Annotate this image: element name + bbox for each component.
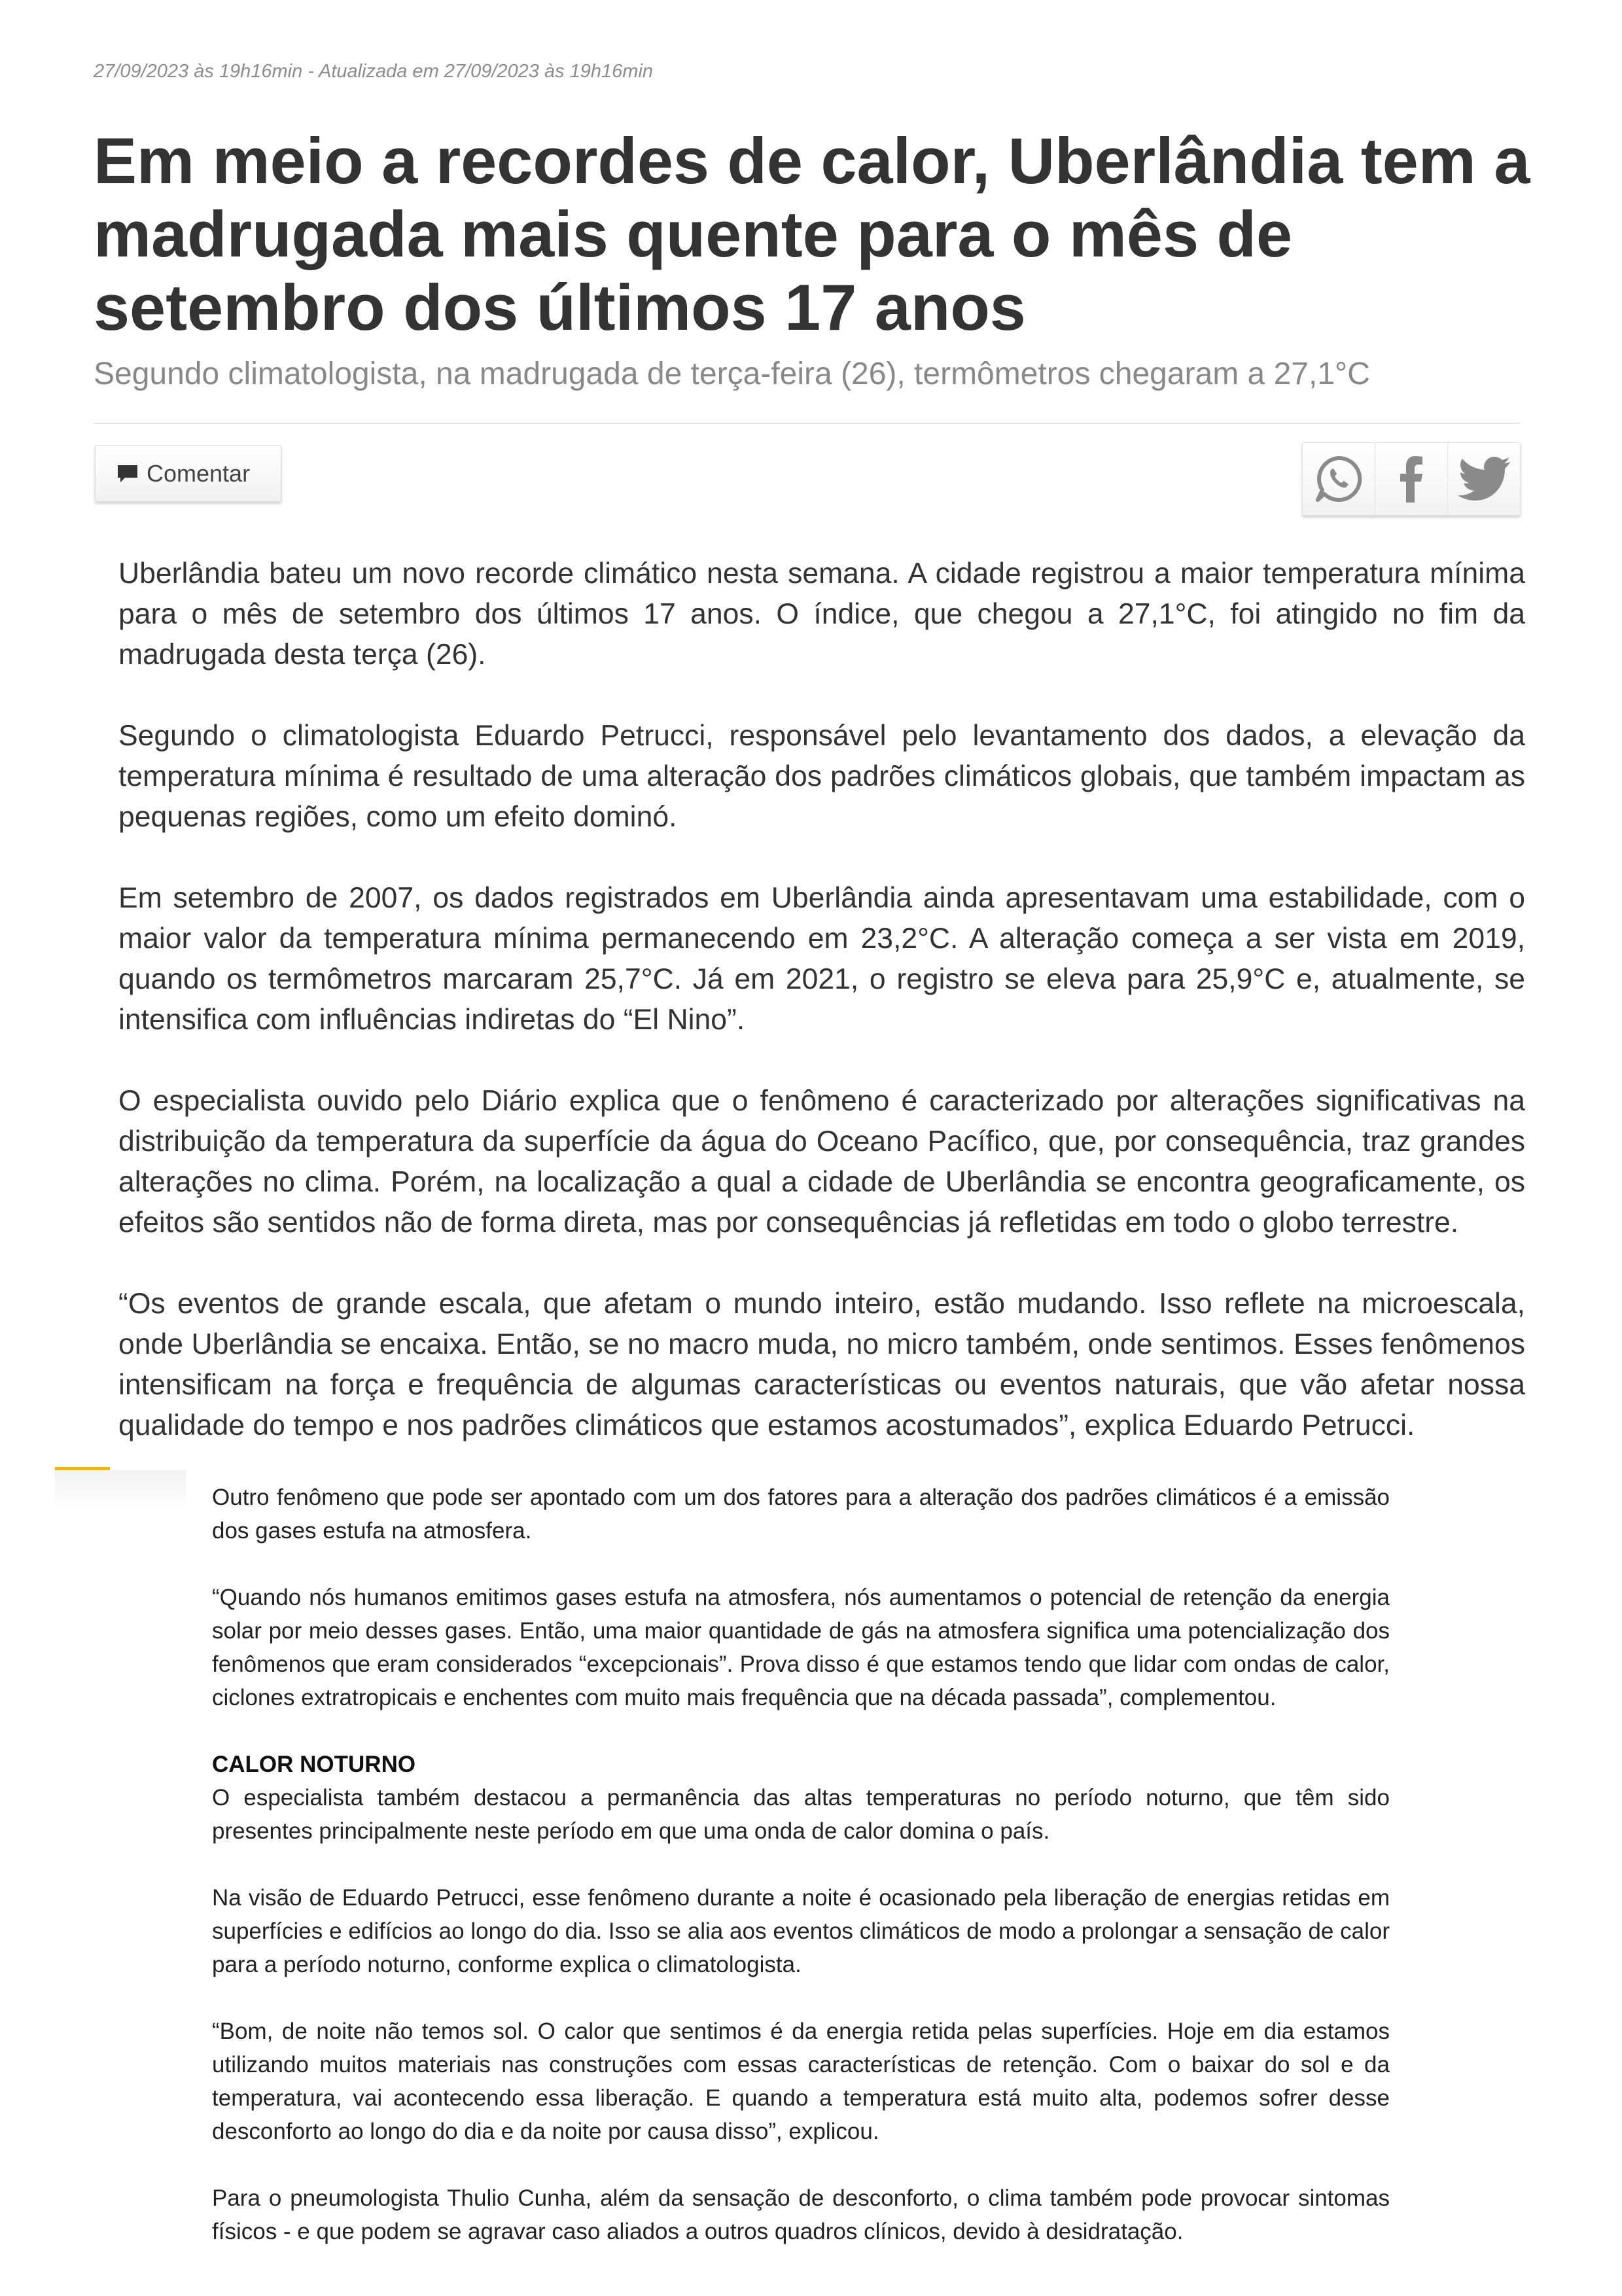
share-facebook-button[interactable] xyxy=(1375,443,1448,515)
continuation-paragraph: O especialista também destacou a permanência das altas temperaturas no período noturno, que têm sido presentes principalmente neste período em que uma onda de calor domina o país. xyxy=(212,1785,1390,1844)
section-heading: CALOR NOTURNO xyxy=(212,1752,416,1777)
share-toolbar xyxy=(1302,442,1521,516)
comment-button[interactable] xyxy=(95,445,281,502)
twitter-icon xyxy=(1456,455,1511,503)
speech-bubble-icon xyxy=(116,464,139,484)
article-paragraph: O especialista ouvido pelo Diário explica que o fenômeno é caracterizado por alterações significativas na distribuição da temperatura da superfície da água do Oceano Pacífico, que, por consequência, traz grandes alterações no clima. Porém, na localização a qual a cidade de Uberlândia se encontra geograficamente, os efeitos são sentidos não de forma direta, mas por consequências já refletidas em todo o globo terrestre. xyxy=(118,1085,1525,1239)
article-paragraph: Em setembro de 2007, os dados registrados em Uberlândia ainda apresentavam uma estabilidade, com o maior valor da temperatura mínima permanecendo em 23,2°C. A alteração começa a ser vista em 2019, quando os termômetros marcaram 25,7°C. Já em 2021, o registro se eleva para 25,9°C e, atualmente, se intensifica com influências indiretas do “El Nino”. xyxy=(118,882,1525,1036)
article-continuation xyxy=(212,1481,1390,2282)
article-paragraph: Uberlândia bateu um novo recorde climático nesta semana. A cidade registrou a maior temperatura mínima para o mês de setembro dos últimos 17 anos. O índice, que chegou a 27,1°C, foi atingido no fim da madrugada desta terça (26). xyxy=(118,557,1525,671)
facebook-icon xyxy=(1395,453,1428,505)
article-body xyxy=(118,554,1525,1487)
article-paragraph: “Os eventos de grande escala, que afetam o mundo inteiro, estão mudando. Isso reflete na microescala, onde Uberlândia se encaixa. Então, se no macro muda, no micro também, onde sentimos. Esses fenômenos intensificam na força e frequência de algumas características ou eventos naturais, que vão afetar nossa qualidade do tempo e nos padrões climáticos que estamos acostumados”, explica Eduardo Petrucci. xyxy=(118,1288,1525,1441)
comment-button-label: Comentar xyxy=(147,459,251,487)
scroll-shadow xyxy=(55,1470,186,1510)
continuation-paragraph: Outro fenômeno que pode ser apontado com um dos fatores para a alteração dos padrões climáticos é a emissão dos gases estufa na atmosfera. xyxy=(212,1485,1390,1544)
article-dateline: 27/09/2023 às 19h16min - Atualizada em 27/09/2023 às 19h16min xyxy=(94,61,654,82)
article-subtitle: Segundo climatologista, na madrugada de terça-feira (26), termômetros chegaram a 27,1°C xyxy=(94,357,1370,391)
article-paragraph: Segundo o climatologista Eduardo Petrucci, responsável pelo levantamento dos dados, a elevação da temperatura mínima é resultado de uma alteração dos padrões climáticos globais, que também impactam as pequenas regiões, como um efeito dominó. xyxy=(118,720,1525,833)
article-headline: Em meio a recordes de calor, Uberlândia tem a madrugada mais quente para o mês de setembro dos últimos 17 anos xyxy=(94,124,1530,344)
whatsapp-icon xyxy=(1313,453,1365,505)
continuation-paragraph: Na visão de Eduardo Petrucci, esse fenômeno durante a noite é ocasionado pela liberação de energias retidas em superfícies e edifícios ao longo do dia. Isso se alia aos eventos climáticos de modo a prolongar a sensação de calor para a período noturno, conforme explica o climatologista. xyxy=(212,1885,1390,1977)
continuation-paragraph: “Quando nós humanos emitimos gases estufa na atmosfera, nós aumentamos o potencial de retenção da energia solar por meio desses gases. Então, uma maior quantidade de gás na atmosfera significa uma potencialização dos fenômenos que eram considerados “excepcionais”. Prova disso é que estamos tendo que lidar com ondas de calor, ciclones extratropicais e enchentes com muito mais frequência que na década passada”, complementou. xyxy=(212,1585,1390,1710)
header-divider xyxy=(94,423,1520,424)
continuation-paragraph: “Bom, de noite não temos sol. O calor que sentimos é da energia retida pelas superfícies. Hoje em dia estamos utilizando muitos materiais nas construções com essas características de retenção. Com o baixar do sol e da temperatura, vai acontecendo essa liberação. E quando a temperatura está muito alta, podemos sofrer desse desconforto ao longo do dia e da noite por causa disso”, explicou. xyxy=(212,2019,1390,2144)
share-whatsapp-button[interactable] xyxy=(1303,443,1375,515)
continuation-paragraph: Para o pneumologista Thulio Cunha, além da sensação de desconforto, o clima também pode provocar sintomas físicos - e que podem se agravar caso aliados a outros quadros clínicos, devido à desidratação. xyxy=(212,2185,1390,2244)
share-twitter-button[interactable] xyxy=(1448,443,1520,515)
